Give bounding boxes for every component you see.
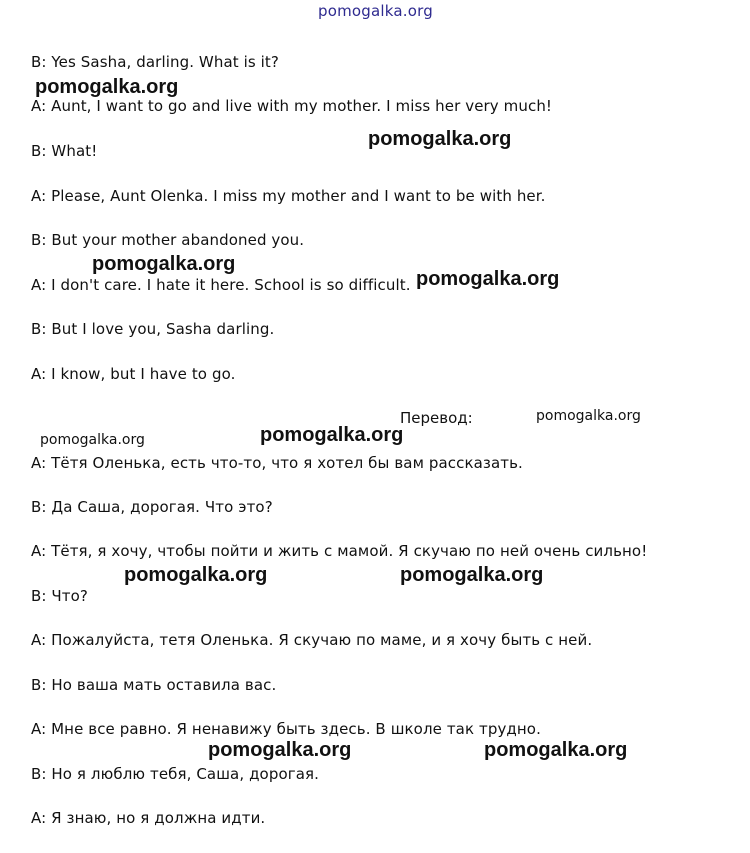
watermark: pomogalka.org — [40, 432, 145, 448]
watermark: pomogalka.org — [400, 564, 544, 586]
watermark: pomogalka.org — [124, 564, 268, 586]
watermark: pomogalka.org — [416, 268, 560, 290]
dialogue-line-ru-8: B: Но я люблю тебя, Саша, дорогая. — [31, 765, 319, 783]
dialogue-line-en-8: A: I know, but I have to go. — [31, 365, 236, 383]
dialogue-line-en-4: A: Please, Aunt Olenka. I miss my mother and I want to be with her. — [31, 187, 546, 205]
watermark-top: pomogalka.org — [318, 2, 433, 20]
dialogue-line-en-5: B: But your mother abandoned you. — [31, 231, 305, 249]
dialogue-line-en-1: B: Yes Sasha, darling. What is it? — [31, 53, 279, 71]
dialogue-line-ru-2: B: Да Саша, дорогая. Что это? — [31, 498, 273, 516]
watermark: pomogalka.org — [35, 76, 179, 98]
dialogue-line-en-7: B: But I love you, Sasha darling. — [31, 320, 275, 338]
dialogue-line-ru-6: B: Но ваша мать оставила вас. — [31, 676, 277, 694]
dialogue-line-en-2: A: Aunt, I want to go and live with my mother. I miss her very much! — [31, 97, 553, 115]
dialogue-line-ru-1: A: Тётя Оленька, есть что-то, что я хотел бы вам рассказать. — [31, 454, 523, 472]
translation-label: Перевод: — [400, 409, 473, 427]
watermark: pomogalka.org — [536, 408, 641, 424]
dialogue-line-ru-4: B: Что? — [31, 587, 88, 605]
dialogue-line-ru-7: A: Мне все равно. Я ненавижу быть здесь. В школе так трудно. — [31, 720, 541, 738]
watermark: pomogalka.org — [260, 424, 404, 446]
dialogue-line-en-3: B: What! — [31, 142, 98, 160]
watermark: pomogalka.org — [368, 128, 512, 150]
dialogue-line-ru-5: A: Пожалуйста, тетя Оленька. Я скучаю по маме, и я хочу быть с ней. — [31, 631, 593, 649]
dialogue-line-en-6: A: I don't care. I hate it here. School is so difficult. — [31, 276, 411, 294]
watermark: pomogalka.org — [208, 739, 352, 761]
dialogue-line-ru-3: A: Тётя, я хочу, чтобы пойти и жить с мамой. Я скучаю по ней очень сильно! — [31, 542, 648, 560]
dialogue-line-ru-9: A: Я знаю, но я должна идти. — [31, 809, 266, 827]
watermark: pomogalka.org — [484, 739, 628, 761]
watermark: pomogalka.org — [92, 253, 236, 275]
